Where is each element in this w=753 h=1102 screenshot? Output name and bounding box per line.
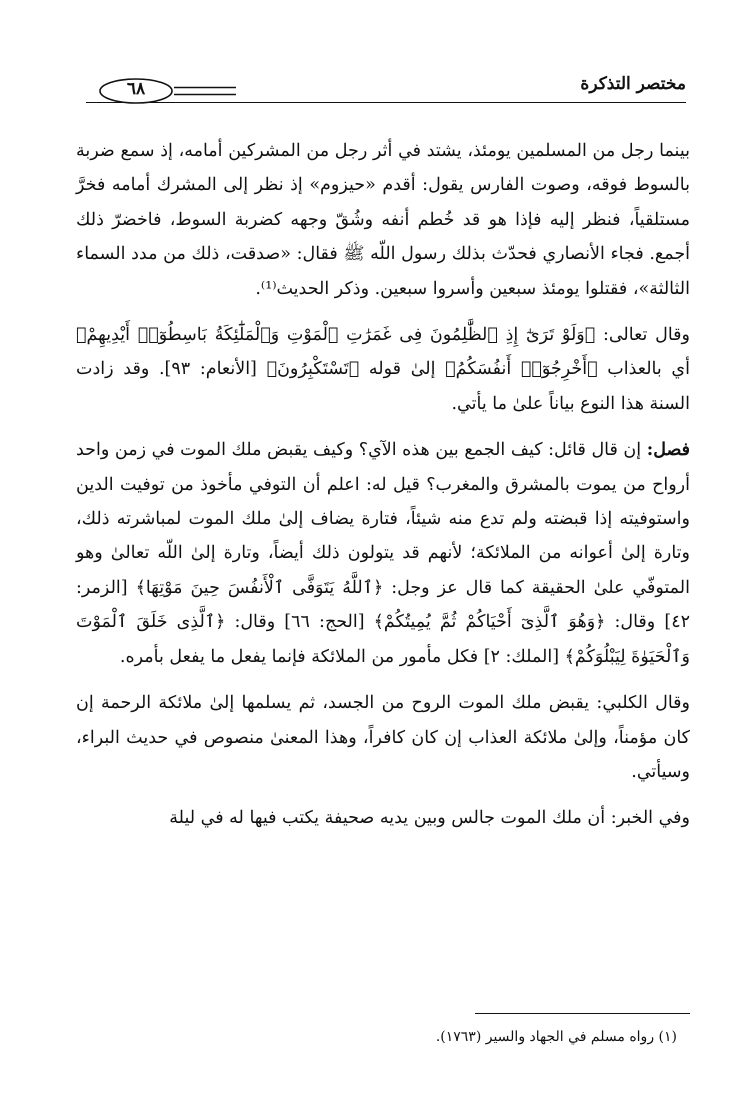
paragraph-text: بينما رجل من المسلمين يومئذ، يشتد في أثر رجل من المشركين أمامه، إذ سمع ضربة بالسوط فوقه، وصوت الفارس يقول: أقدم «حيزوم» إذ نظر إلى المشرك أمامه فخرَّ مستلقياً، فنظر إليه فإذا هو قد خُطم أنفه وشُقّ وجهه كضربة السوط، فاخضرّ ذلك أجمع. فجاء الأنصاري فحدّث بذلك رسول اللّه ﷺ فقال: «صدقت، ذلك من مدد السماء الثالثة»، فقتلوا يومئذ سبعين وأسروا سبعين. وذكر الحديث⁽¹⁾. <box>76 141 690 299</box>
page-number-ornament <box>86 76 236 106</box>
paragraph <box>76 134 690 306</box>
paragraph-lead: فصل: <box>646 440 690 461</box>
body-text <box>76 134 690 836</box>
paragraph-text: وقال تعالى: ﴿وَلَوْ تَرَىٰٓ إِذِ ٱلظَّٰلِمُونَ فِى غَمَرَٰتِ ٱلْمَوْتِ وَٱلْمَلَٰٓئِكَةُ بَاسِطُوٓا۟ أَيْدِيهِمْ﴾ أي بالعذاب ﴿أَخْرِجُوٓا۟ أَنفُسَكُمُ﴾ إلىٰ قوله ﴿تَسْتَكْبِرُونَ﴾ [الأنعام: ٩٣]. وقد زادت السنة هذا النوع بياناً علىٰ ما يأتي. <box>76 325 690 414</box>
running-header <box>86 68 686 112</box>
paragraph <box>76 801 690 835</box>
paragraph-text: وقال الكلبي: يقبض ملك الموت الروح من الجسد، ثم يسلمها إلىٰ ملائكة الرحمة إن كان مؤمناً، وإلىٰ ملائكة العذاب إن كان كافراً، وهذا المعنىٰ منصوص في حديث البراء، وسيأتي. <box>76 693 690 782</box>
book-title: مختصر التذكرة <box>580 74 686 94</box>
paragraph <box>76 433 690 674</box>
paragraph-text: وفي الخبر: أن ملك الموت جالس وبين يديه صحيفة يكتب فيها له في ليلة <box>169 808 690 829</box>
paragraph-text: إن قال قائل: كيف الجمع بين هذه الآي؟ وكيف يقبض ملك الموت في زمن واحد أرواح من يموت بالمشرق والمغرب؟ قيل له: اعلم أن التوفي مأخوذ من توفيت الدين واستوفيته إذا قبضته ولم تدع منه شيئاً، فتارة يضاف إلىٰ ملك الموت لمباشرته ذلك، وتارة إلىٰ أعوانه من الملائكة؛ لأنهم قد يتولون ذلك أيضاً، وتارة إلىٰ اللّه تعالىٰ وهو المتوفّي علىٰ الحقيقة كما قال عز وجل: ﴿ٱللَّهُ يَتَوَفَّى ٱلْأَنفُسَ حِينَ مَوْتِهَا﴾ [الزمر: ٤٢] وقال: ﴿وَهُوَ ٱلَّذِىٓ أَحْيَاكُمْ ثُمَّ يُمِيتُكُمْ﴾ [الحج: ٦٦] وقال: ﴿ٱلَّذِى خَلَقَ ٱلْمَوْتَ وَٱلْحَيَوٰةَ لِيَبْلُوَكُمْ﴾ [الملك: ٢] فكل مأمور من الملائكة فإنما يفعل ما يفعل بأمره. <box>76 440 690 667</box>
footnote-rule <box>475 1013 690 1014</box>
paragraph <box>76 318 690 421</box>
paragraph <box>76 686 690 789</box>
page-number: ٦٨ <box>126 79 146 99</box>
footnote: (١) رواه مسلم في الجهاد والسير (١٧٦٣). <box>435 1029 677 1045</box>
